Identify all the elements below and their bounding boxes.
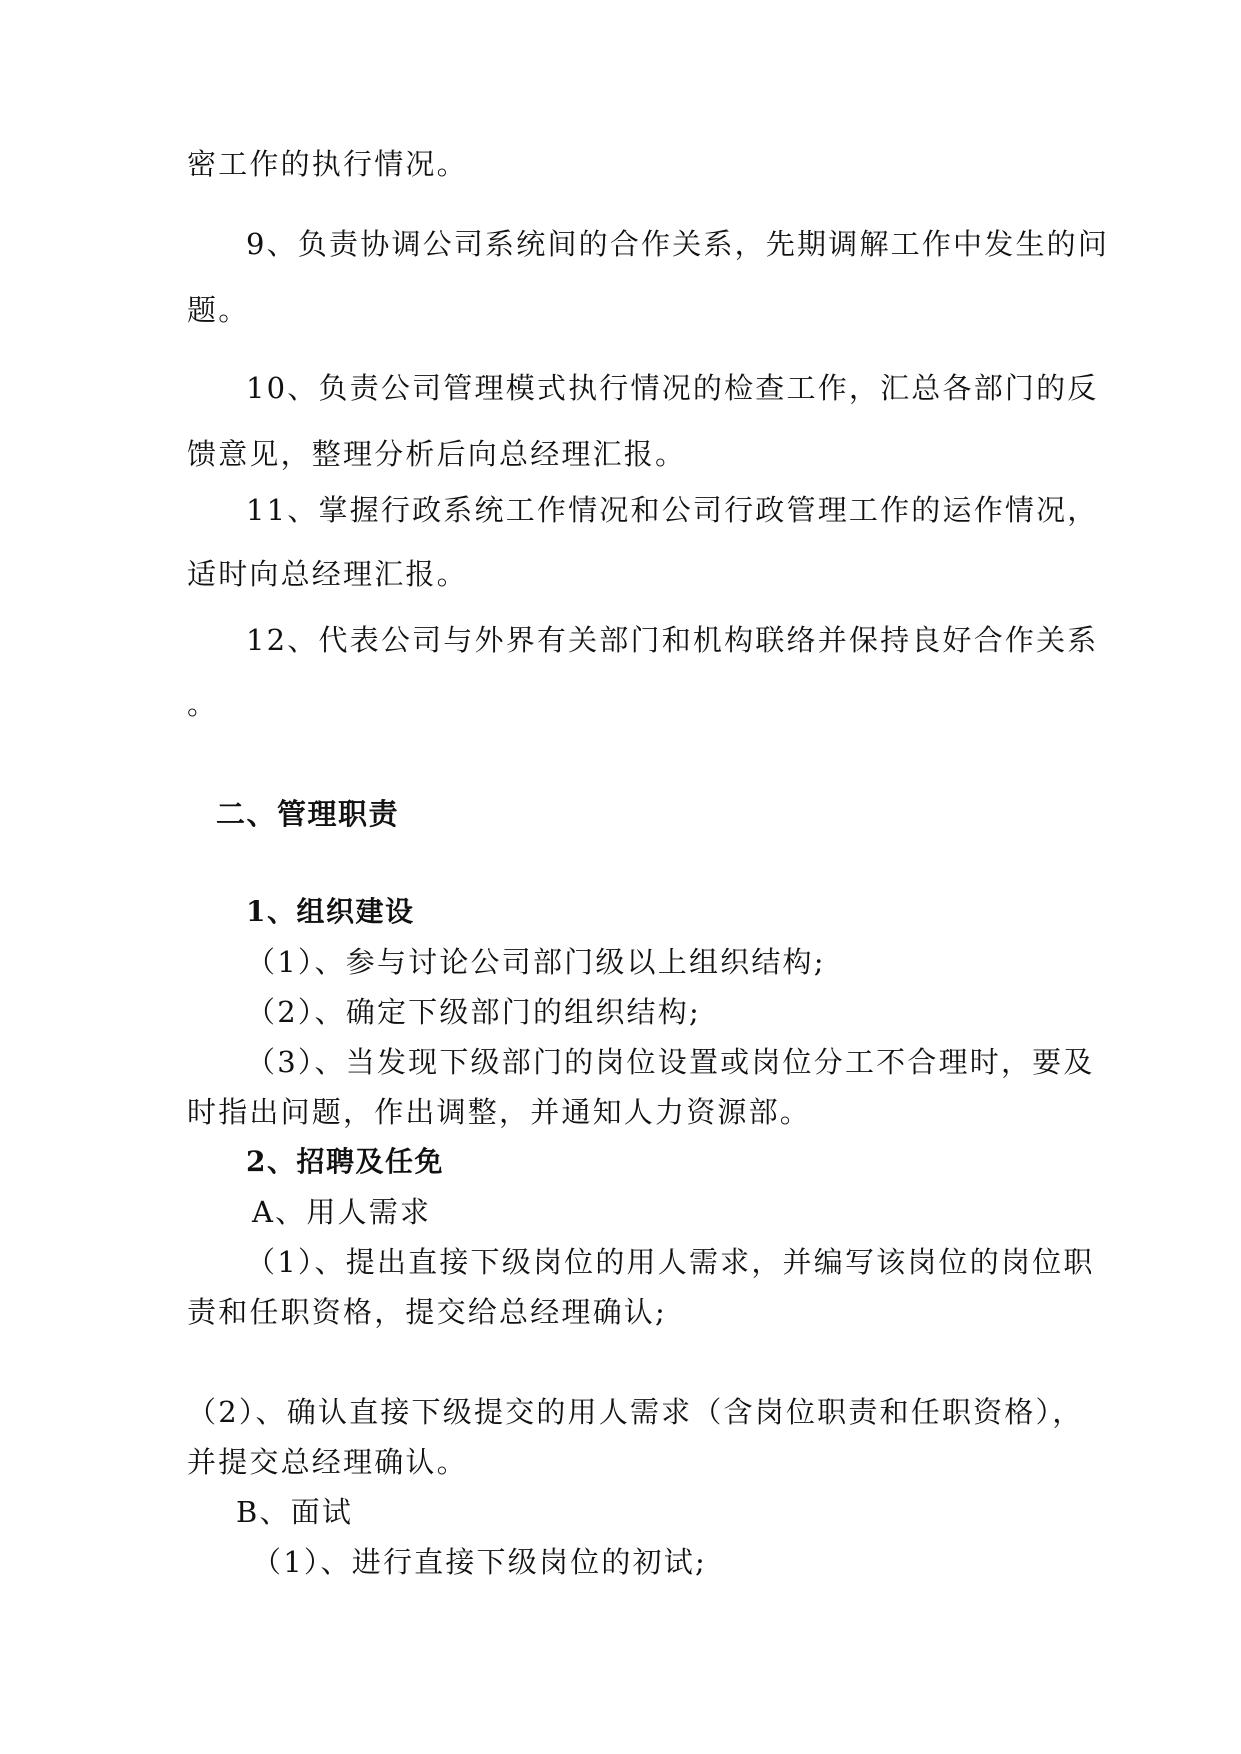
item-label-b: B、面试 <box>236 1495 354 1529</box>
body-line: 9、负责协调公司系统间的合作关系，先期调解工作中发生的问 <box>246 227 1110 261</box>
body-line: 适时向总经理汇报。 <box>187 557 468 591</box>
body-line: 馈意见，整理分析后向总经理汇报。 <box>187 437 687 471</box>
body-line: 密工作的执行情况。 <box>187 147 468 181</box>
body-line: 时指出问题，作出调整，并通知人力资源部。 <box>187 1095 812 1129</box>
subsection-title-recruitment: 2、招聘及任免 <box>246 1145 444 1178</box>
body-line: （1）、提出直接下级岗位的用人需求，并编写该岗位的岗位职 <box>246 1245 1095 1279</box>
body-line: 11、掌握行政系统工作情况和公司行政管理工作的运作情况， <box>246 493 1099 527</box>
subsection-title-organization: 1、组织建设 <box>246 895 415 928</box>
body-line: 责和任职资格，提交给总经理确认; <box>187 1295 667 1329</box>
body-line: 。 <box>187 687 219 721</box>
item-label-a: A、用人需求 <box>252 1195 432 1229</box>
section-heading: 二、管理职责 <box>216 797 400 831</box>
body-line: （1）、进行直接下级岗位的初试; <box>252 1545 707 1579</box>
body-line: 12、代表公司与外界有关部门和机构联络并保持良好合作关系 <box>246 623 1099 657</box>
body-line: （1）、参与讨论公司部门级以上组织结构; <box>246 945 826 979</box>
body-line: 并提交总经理确认。 <box>187 1445 468 1479</box>
body-line: （2）、确认直接下级提交的用人需求（含岗位职责和任职资格）， <box>187 1395 1084 1429</box>
body-line: （3）、当发现下级部门的岗位设置或岗位分工不合理时，要及 <box>246 1045 1095 1079</box>
body-line: 10、负责公司管理模式执行情况的检查工作，汇总各部门的反 <box>246 371 1099 405</box>
body-line: 题。 <box>187 293 250 327</box>
body-line: （2）、确定下级部门的组织结构; <box>246 995 701 1029</box>
